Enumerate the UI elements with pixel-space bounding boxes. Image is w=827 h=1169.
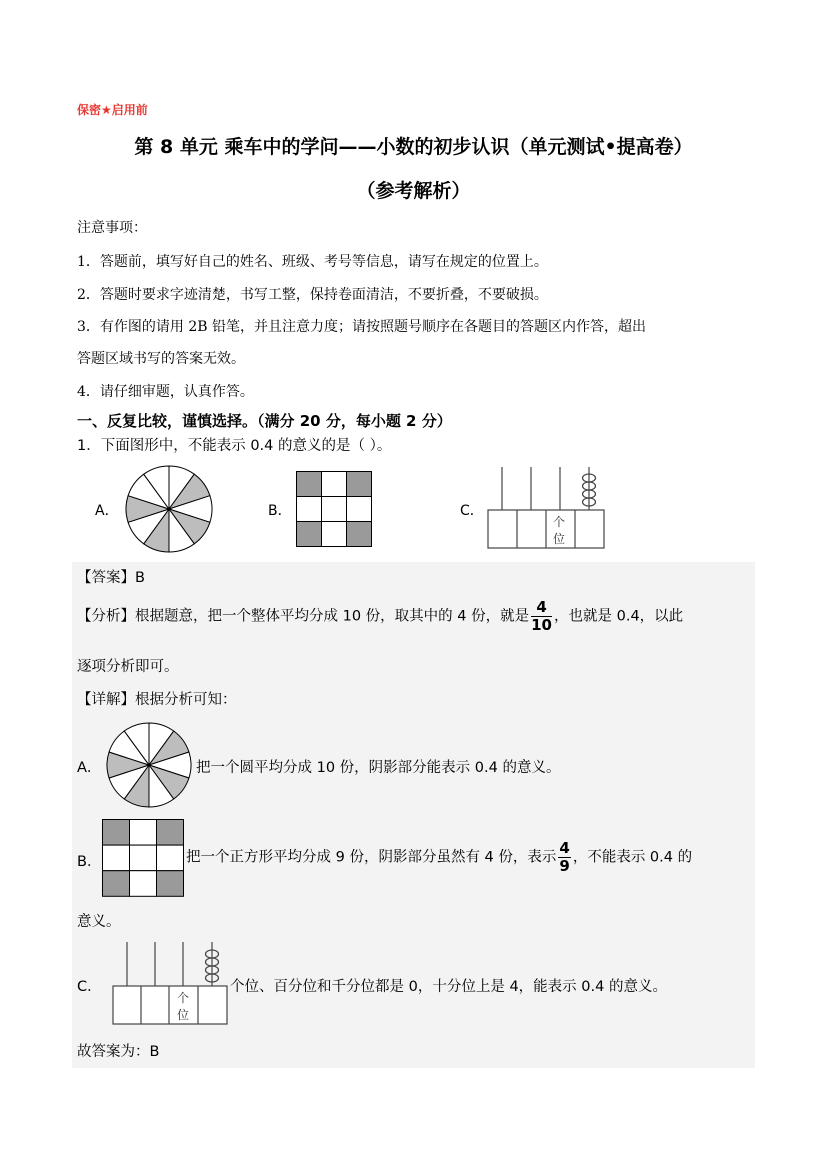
- page-title: 第 8 单元 乘车中的学问——小数的初步认识（单元测试•提高卷）: [134, 136, 693, 158]
- option-b-label: B．: [268, 503, 292, 519]
- detail-c-abacus-figure: [112, 940, 230, 1026]
- question-1-text: 1．下面图形中，不能表示 0.4 的意义的是（ ）。: [77, 438, 392, 454]
- detail-b-text-cont: ，不能表示 0.4 的: [572, 849, 693, 866]
- abacus-unit-label-bottom: 位: [553, 532, 566, 546]
- option-c-abacus-figure: [487, 465, 607, 550]
- analysis-fraction: [531, 600, 552, 633]
- option-a-circle-figure: [122, 464, 216, 554]
- detail-b-label: B．: [77, 854, 102, 870]
- detail-b-fraction: [558, 841, 570, 874]
- fraction-denominator: 9: [559, 857, 570, 875]
- detail-abacus-unit-bottom: 位: [177, 1008, 190, 1022]
- page-subtitle: （参考解析）: [356, 180, 471, 202]
- detail-b-grid-figure: [102, 819, 184, 897]
- notice-item-3: 3．有作图的请用 2B 铅笔，并且注意力度；请按照题号顺序在各题目的答题区内作答，超出: [77, 319, 647, 335]
- option-a-label: A．: [95, 503, 119, 519]
- notice-item-3-cont: 答题区域书写的答案无效。: [77, 351, 245, 367]
- answer-value: B: [135, 570, 145, 586]
- section-heading: 一、反复比较，谨慎选择。（满分 20 分，每小题 2 分）: [77, 412, 452, 430]
- analysis-text-cont: ，也就是 0.4，以此: [554, 608, 684, 625]
- option-c-label: C．: [460, 503, 484, 519]
- detail-b-line: [186, 841, 692, 874]
- answer-label: 【答案】: [77, 570, 135, 586]
- analysis-line: [77, 600, 683, 633]
- detail-c-label: C．: [77, 979, 102, 995]
- conclusion-text: 故答案为：B: [77, 1044, 160, 1060]
- notice-item-1: 1．答题前，填写好自己的姓名、班级、考号等信息，请写在规定的位置上。: [77, 254, 548, 270]
- detail-c-text: 个位、百分位和千分位都是 0，十分位上是 4，能表示 0.4 的意义。: [230, 979, 667, 995]
- notice-heading: 注意事项：: [77, 220, 147, 236]
- fraction-numerator: 4: [536, 598, 547, 616]
- answer-line: [77, 566, 145, 587]
- detail-a-circle-figure: [102, 721, 196, 809]
- notice-item-2: 2．答题时要求字迹清楚，书写工整，保持卷面清洁，不要折叠，不要破损。: [77, 287, 548, 303]
- detail-line: [77, 688, 237, 709]
- fraction-denominator: 10: [531, 616, 552, 634]
- analysis-text: 根据题意，把一个整体平均分成 10 份，取其中的 4 份，就是: [135, 608, 530, 625]
- detail-a-text: 把一个圆平均分成 10 份，阴影部分能表示 0.4 的意义。: [196, 760, 561, 776]
- confidential-label: 保密★启用前: [77, 103, 148, 117]
- abacus-unit-label-top: 个: [553, 515, 566, 529]
- fraction-numerator: 4: [559, 839, 570, 857]
- detail-b-text-end: 意义。: [77, 914, 121, 930]
- notice-item-4: 4．请仔细审题，认真作答。: [77, 384, 254, 400]
- detail-b-text: 把一个正方形平均分成 9 份，阴影部分虽然有 4 份，表示: [186, 849, 557, 866]
- detail-a-label: A．: [77, 760, 102, 776]
- analysis-text-end: 逐项分析即可。: [77, 659, 179, 675]
- detail-abacus-unit-top: 个: [177, 991, 190, 1005]
- detail-intro: 根据分析可知：: [135, 692, 237, 708]
- detail-label: 【详解】: [77, 692, 135, 708]
- analysis-label: 【分析】: [77, 608, 135, 625]
- option-b-grid-figure: [296, 471, 372, 547]
